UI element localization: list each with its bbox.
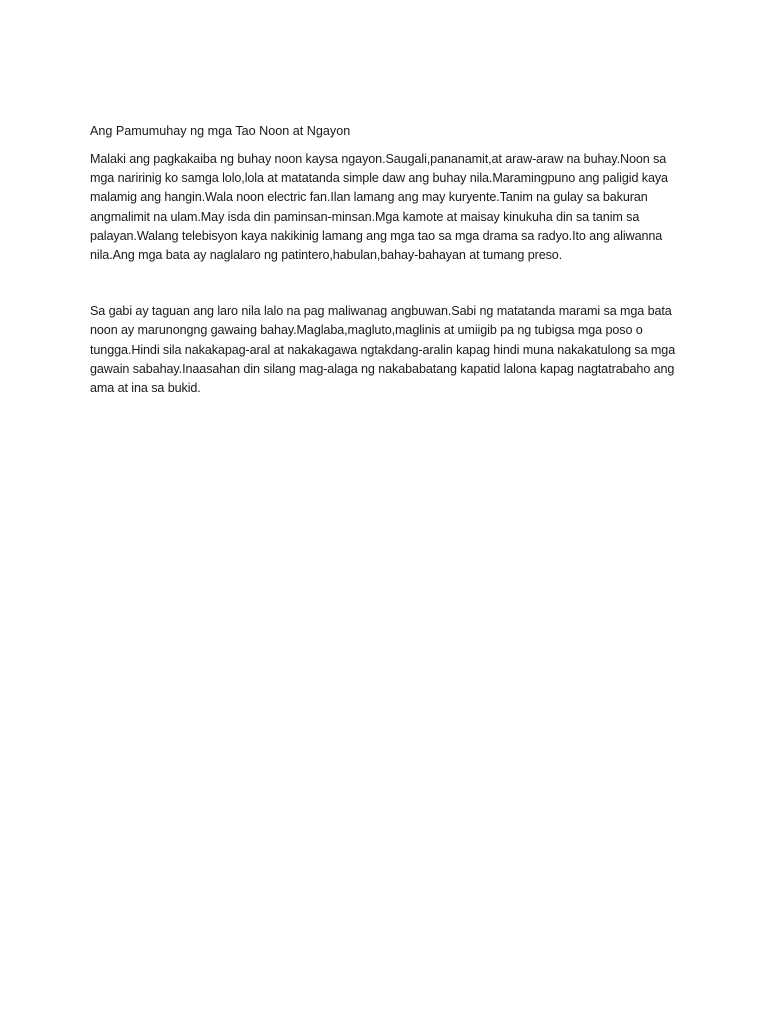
paragraph-1: Malaki ang pagkakaiba ng buhay noon kaysa ngayon.Saugali,pananamit,at araw-araw na buhay.Noon sa mga naririnig ko samga lolo,lola at matatanda simple daw ang buhay nila.Maramingpuno ang paligid kaya malamig ang hangin.Wala noon electric fan.Ilan lamang ang may kuryente.Tanim na gulay sa bakuran angmalimit na ulam.May isda din paminsan-minsan.Mga kamote at maisay kinukuha din sa tanim sa palayan.Walang telebisyon kaya nakikinig lamang ang mga tao sa mga drama sa radyo.Ito ang aliwanna nila.Ang mga bata ay naglalaro ng patintero,habulan,bahay-bahayan at tumang preso. (90, 152, 668, 263)
paragraph-2: Sa gabi ay taguan ang laro nila lalo na pag maliwanag angbuwan.Sabi ng matatanda marami sa mga bata noon ay marunongng gawaing bahay.Maglaba,magluto,maglinis at umiigib pa ng tubigsa mga poso o tungga.Hindi sila nakakapag-aral at nakakagawa ngtakdang-aralin kapag hindi muna nakakatulong sa mga gawain sabahay.Inaasahan din silang mag-alaga ng nakababatang kapatid lalona kapag nagtatrabaho ang ama at ina sa bukid. (90, 304, 676, 396)
document-body (90, 122, 682, 398)
document-title: Ang Pamumuhay ng mga Tao Noon at Ngayon (90, 124, 351, 138)
